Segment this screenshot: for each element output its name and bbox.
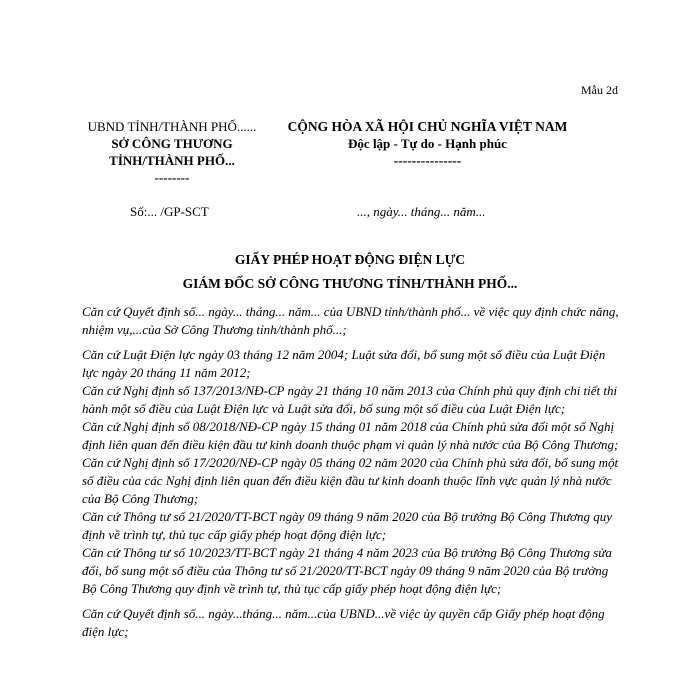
issuing-authority-header [82, 118, 262, 186]
form-code: Mẫu 2d [581, 83, 618, 97]
document-number: Số:... /GP-SCT [130, 204, 209, 219]
paragraph: Căn cứ Nghị định số 137/2013/NĐ-CP ngày 21 tháng 10 năm 2013 của Chính phủ quy định chi tiết thi hành một số điều của Luật Điện lực và Luật sửa đổi, bổ sung một số điều của Luật Điện lực; [82, 383, 618, 416]
authority-divider: -------- [154, 170, 190, 185]
paragraph: Căn cứ Nghị định số 08/2018/NĐ-CP ngày 15 tháng 01 năm 2018 của Chính phủ sửa đổi một số Nghị định liên quan đến điều kiện đầu tư kinh doanh thuộc phạm vi quản lý nhà nước của Bộ Công Thương; [82, 419, 619, 452]
document-date: ..., ngày... tháng... năm... [357, 204, 486, 219]
paragraph: Căn cứ Thông tư số 10/2023/TT-BCT ngày 21 tháng 4 năm 2023 của Bộ trưởng Bộ Công Thương sửa đổi, bổ sung một số điều của Thông tư số 21/2020/TT-BCT ngày 09 tháng 9 năm 2020 của Bộ trưởng Bộ Công Thương quy định về trình tự, thủ tục cấp giấy phép hoạt động điện lực; [82, 545, 612, 596]
authority-line-3: TỈNH/THÀNH PHỐ... [109, 153, 235, 168]
paragraph: Căn cứ Quyết định số... ngày...tháng... năm...của UBND...về việc ủy quyền cấp Giấy phép hoạt động điện lực; [82, 606, 605, 639]
paragraph: Căn cứ Luật Điện lực ngày 03 tháng 12 năm 2004; Luật sửa đổi, bổ sung một số điều của Luật Điện lực ngày 20 tháng 11 năm 2012; [82, 347, 606, 380]
paragraph: Căn cứ Nghị định số 17/2020/NĐ-CP ngày 05 tháng 02 năm 2020 của Chính phủ sửa đổi, bổ sung một số điều của các Nghị định liên quan đến điều kiện đầu tư kinh doanh thuộc lĩnh vực quản lý nhà nước của Bộ Công Thương; [82, 455, 619, 506]
national-header [280, 118, 575, 169]
document-title: GIẤY PHÉP HOẠT ĐỘNG ĐIỆN LỰC [234, 252, 466, 267]
paragraph: Căn cứ Quyết định số... ngày... tháng... năm... của UBND tỉnh/thành phố... về việc quy định chức năng, nhiệm vụ,...của Sở Công Thương tỉnh/thành phố...; [82, 304, 619, 337]
authority-line-1: UBND TỈNH/THÀNH PHỐ...... [87, 119, 257, 134]
national-divider: --------------- [393, 153, 462, 168]
authority-line-2: SỞ CÔNG THƯƠNG [111, 136, 233, 151]
national-title: CỘNG HÒA XÃ HỘI CHỦ NGHĨA VIỆT NAM [287, 119, 568, 134]
paragraph: Căn cứ Thông tư số 21/2020/TT-BCT ngày 09 tháng 9 năm 2020 của Bộ trưởng Bộ Công Thương quy định về trình tự, thủ tục cấp giấy phép hoạt động điện lực; [82, 509, 612, 542]
document-body [82, 303, 622, 641]
national-motto: Độc lập - Tự do - Hạnh phúc [348, 136, 507, 151]
document-subtitle: GIÁM ĐỐC SỞ CÔNG THƯƠNG TỈNH/THÀNH PHỐ... [182, 276, 518, 291]
